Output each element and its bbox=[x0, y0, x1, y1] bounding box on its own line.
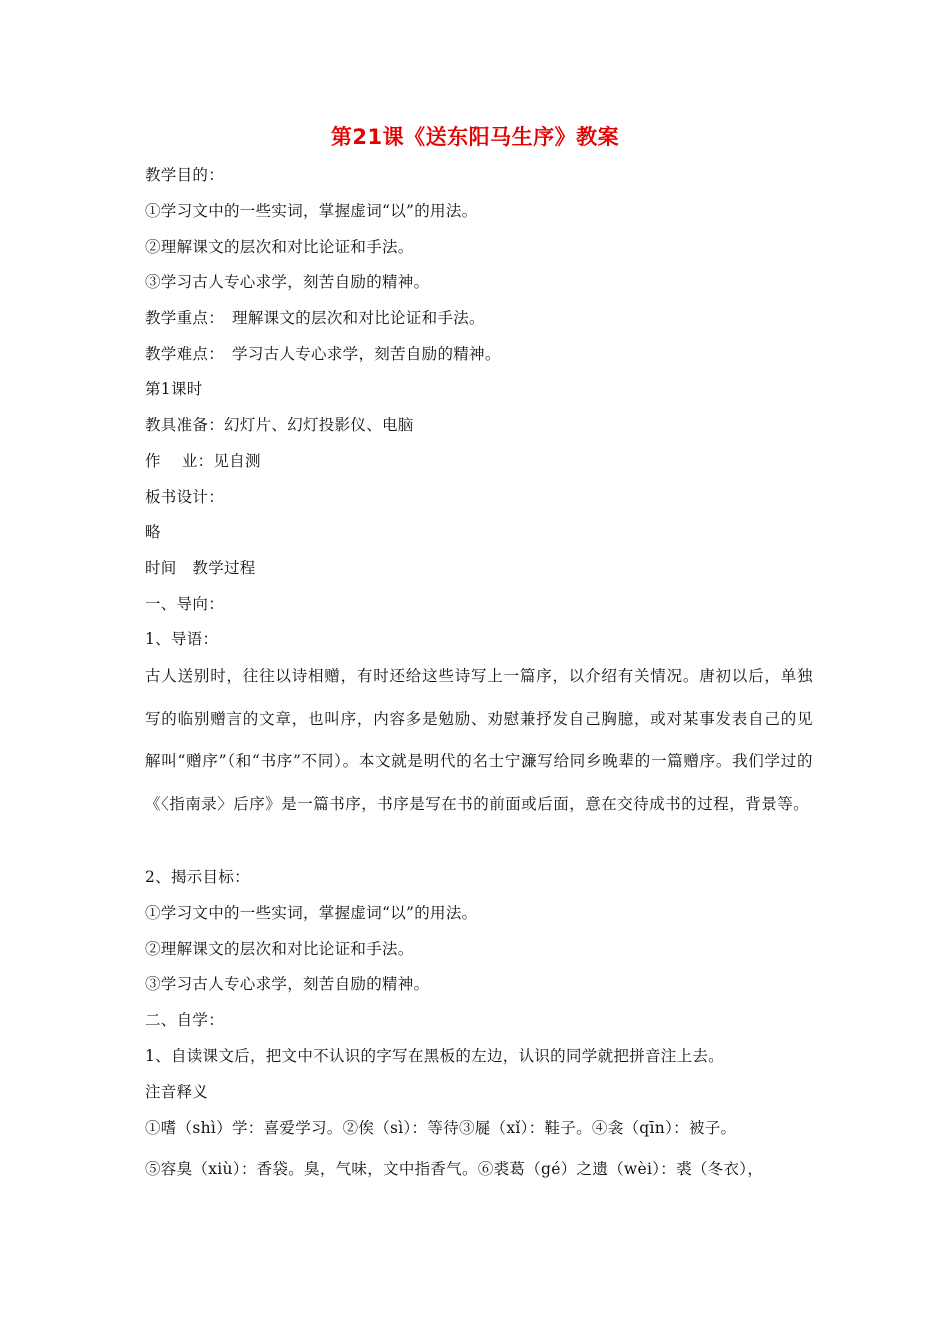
subsection-heading: 2、揭示目标： bbox=[145, 868, 250, 886]
purpose-item: ③学习古人专心求学，刻苦自励的精神。 bbox=[145, 273, 430, 291]
self-study-instruction: 1、自读课文后，把文中不认识的字写在黑板的左边，认识的同学就把拼音注上去。 bbox=[145, 1047, 724, 1065]
section-heading: 一、导向： bbox=[145, 595, 225, 613]
board-design-heading: 板书设计： bbox=[145, 488, 225, 506]
goal-item: ③学习古人专心求学，刻苦自励的精神。 bbox=[145, 975, 430, 993]
phonetic-heading: 注音释义 bbox=[145, 1083, 209, 1101]
board-design-content: 略 bbox=[145, 523, 161, 541]
subsection-heading: 1、导语： bbox=[145, 630, 219, 648]
purpose-heading: 教学目的： bbox=[145, 166, 225, 184]
goal-item: ②理解课文的层次和对比论证和手法。 bbox=[145, 940, 414, 958]
intro-paragraph: 古人送别时，往往以诗相赠，有时还给这些诗写上一篇序，以介绍有关情况。唐初以后，单独写的临别赠言的文章，也叫序，内容多是勉励、劝慰兼抒发自己胸臆，或对某事发表自己的见解叫“赠序”（和“书序”不同）。本文就是明代的名士宁濂写给同乡晚辈的一篇赠序。我们学过的《〈指南录〉后序》是一篇书序，书序是写在书的前面或后面，意在交待成书的过程，背景等。 bbox=[145, 667, 813, 813]
goal-item: ①学习文中的一些实词，掌握虚词“以”的用法。 bbox=[145, 904, 478, 922]
document-title: 第21课《送东阳马生序》教案 bbox=[330, 125, 620, 149]
purpose-item: ②理解课文的层次和对比论证和手法。 bbox=[145, 238, 414, 256]
homework: 作 业：见自测 bbox=[145, 452, 261, 470]
key-point: 教学重点： 理解课文的层次和对比论证和手法。 bbox=[145, 309, 485, 327]
purpose-item: ①学习文中的一些实词，掌握虚词“以”的用法。 bbox=[145, 202, 478, 220]
phonetic-line: ①嗜（shì）学：喜爱学习。②俟（sì）：等待③屣（xǐ）：鞋子。④衾（qīn）：被子。 bbox=[145, 1119, 737, 1137]
lesson-period: 第1课时 bbox=[145, 380, 203, 398]
difficulty-point: 教学难点： 学习古人专心求学，刻苦自励的精神。 bbox=[145, 345, 501, 363]
time-process-heading: 时间 教学过程 bbox=[145, 559, 256, 577]
section-heading: 二、自学： bbox=[145, 1011, 225, 1029]
phonetic-line: ⑤容臭（xiù）：香袋。臭，气味，文中指香气。⑥裘葛（gé）之遗（wèi）：裘（冬衣）， bbox=[145, 1160, 764, 1178]
teaching-tools: 教具准备：幻灯片、幻灯投影仪、电脑 bbox=[145, 416, 414, 434]
